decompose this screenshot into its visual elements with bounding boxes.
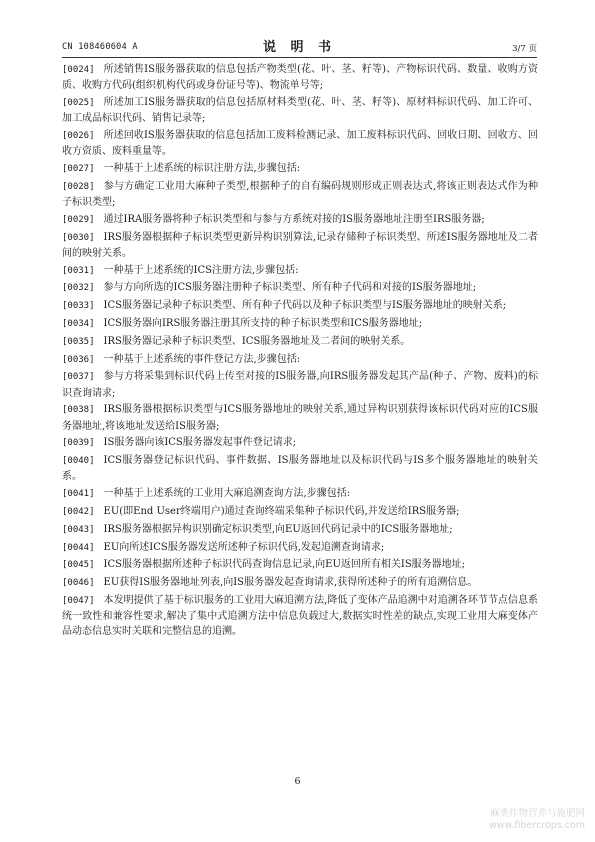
paragraph-text: EU获得IS服务器地址列表,向IS服务器发起查询请求,获得所述种子的所有追溯信息。 [103, 577, 478, 589]
paragraph [62, 435, 538, 451]
paragraph-number: [0045] [62, 560, 95, 571]
paragraph-text: IS服务器向该ICS服务器发起事件登记请求; [103, 437, 297, 449]
patent-number: CN 108460604 A [62, 42, 138, 52]
paragraph-text: 通过IRA服务器将种子标识类型和与参与方系统对接的IS服务器地址注册至IRS服务器; [103, 213, 485, 225]
paragraph [62, 212, 538, 228]
paragraph-text: 一种基于上述系统的事件登记方法,步骤包括: [103, 353, 301, 365]
paragraph-text: ICS服务器根据所述种子标识代码查询信息记录,向EU返回所有相关IS服务器地址; [103, 559, 466, 571]
paragraph-number: [0033] [62, 301, 95, 312]
paragraph-text: 所述销售IS服务器获取的信息包括产物类型(花、叶、茎、籽等)、产物标识代码、数量、收购方资质、收购方代码(组织机构代码或身份证号等)、物流单号等; [62, 64, 538, 92]
paragraph-number: [0024] [62, 65, 95, 75]
paragraph [62, 504, 538, 520]
paragraph-number: [0035] [62, 336, 95, 347]
paragraph [62, 593, 538, 640]
paragraph-text: IRS服务器根据标识类型与ICS服务器地址的映射关系,通过异构识别获得该标识代码对应的ICS服务器地址,将该地址发送给IS服务器; [62, 404, 538, 432]
paragraph-number: [0028] [62, 181, 95, 192]
page-indicator: 3/7 页 [512, 44, 537, 54]
paragraph [62, 402, 538, 433]
paragraph-number: [0046] [62, 578, 95, 589]
paragraph-text: 所述回收IS服务器获取的信息包括加工废料检测记录、加工废料标识代码、回收日期、回收方、回收方资质、废料重量等。 [62, 130, 538, 158]
paragraph [62, 540, 538, 556]
paragraph [62, 161, 538, 177]
paragraph-number: [0031] [62, 265, 95, 276]
paragraph [62, 575, 538, 591]
paragraph [62, 557, 538, 573]
paragraph [62, 316, 538, 332]
paragraph-number: [0038] [62, 405, 95, 416]
paragraph [62, 352, 538, 368]
paragraph-number: [0036] [62, 354, 95, 365]
document-title: 说 明 书 [262, 40, 337, 55]
paragraph [62, 453, 538, 484]
paragraph-text: 一种基于上述系统的标识注册方法,步骤包括: [103, 163, 301, 174]
paragraph-number: [0029] [62, 214, 95, 225]
paragraph [62, 522, 538, 538]
paragraph [62, 128, 538, 159]
page-number: 6 [294, 776, 301, 787]
paragraph-text: EU向所述ICS服务器发送所述种子标识代码,发起追溯查询请求; [103, 541, 385, 553]
paragraph-text: 参与方将采集到标识代码上传至对接的IS服务器,向IRS服务器发起其产品(种子、产物、废料)的标识查询请求; [62, 371, 538, 399]
paragraph-number: [0047] [62, 595, 95, 606]
paragraph-number: [0041] [62, 489, 95, 500]
paragraph-text: 参与方向所选的ICS服务器注册种子标识类型、所有种子代码和对接的IS服务器地址; [103, 282, 477, 294]
paragraph-text: 本发明提供了基于标识服务的工业用大麻追溯方法,降低了变体产品追溯中对追溯各环节节点信息系统一致性和兼容性要求,解决了集中式追溯方法中信息负载过大,数据实时性差的缺点,实现工业用大麻变体产品动态信息实时关联和完整信息的追溯。 [62, 594, 538, 638]
paragraph [62, 263, 538, 279]
paragraph-text: ICS服务器登记标识代码、事件数据、IS服务器地址以及标识代码与IS多个服务器地址的映射关系。 [62, 455, 538, 483]
paragraph-text: ICS服务器向IRS服务器注册其所支持的种子标识类型和ICS服务器地址; [103, 317, 423, 329]
paragraph [62, 230, 538, 261]
paragraph-number: [0044] [62, 542, 95, 553]
paragraph-number: [0040] [62, 456, 95, 467]
paragraph-number: [0034] [62, 318, 95, 329]
paragraph [62, 95, 538, 126]
paragraph [62, 486, 538, 502]
header-divider [62, 57, 537, 58]
paragraph [62, 280, 538, 296]
paragraph-number: [0025] [62, 98, 95, 108]
paragraph-text: 参与方确定工业用大麻种子类型,根据种子的自有编码规则形成正则表达式,将该正则表达式作为种子标识类型; [62, 180, 538, 208]
watermark-site-name: 麻类作物营养与施肥网 [489, 808, 585, 819]
watermark [489, 808, 585, 832]
paragraph-text: IRS服务器根据异构识别确定标识类型,向EU返回代码记录中的ICS服务器地址; [103, 523, 453, 535]
paragraph-text: 一种基于上述系统的ICS注册方法,步骤包括: [103, 264, 299, 276]
paragraph-text: IRS服务器根据种子标识类型更新异构识别算法,记录存储种子标识类型、所述IS服务器地址及二者间的映射关系。 [62, 231, 538, 259]
watermark-url: www.fibercrops.com [488, 820, 585, 831]
paragraph-text: ICS服务器记录种子标识类型、所有种子代码以及种子标识类型与IS服务器地址的映射关系; [103, 300, 507, 312]
paragraph-number: [0043] [62, 524, 95, 535]
paragraph-text: EU(即End User终端用户)通过查询终端采集种子标识代码,并发送给IRS服务器; [103, 505, 460, 517]
paragraph [62, 334, 538, 350]
paragraph-number: [0027] [62, 164, 95, 174]
paragraph-number: [0039] [62, 438, 95, 449]
paragraph-text: IRS服务器记录种子标识类型、ICS服务器地址及二者间的映射关系。 [103, 335, 411, 347]
paragraph-number: [0032] [62, 283, 95, 294]
paragraph [62, 298, 538, 314]
paragraph [62, 369, 538, 400]
paragraph-number: [0037] [62, 372, 95, 383]
paragraph-number: [0026] [62, 131, 95, 141]
paragraph [62, 62, 538, 93]
paragraph-text: 所述加工IS服务器获取的信息包括原材料类型(花、叶、茎、籽等)、原材料标识代码、加工许可、加工成品标识代码、销售记录等; [62, 97, 538, 125]
description-body [62, 62, 538, 641]
paragraph [62, 179, 538, 210]
paragraph-number: [0042] [62, 506, 95, 517]
page-header [62, 36, 537, 56]
paragraph-number: [0030] [62, 232, 95, 243]
paragraph-text: 一种基于上述系统的工业用大麻追溯查询方法,步骤包括: [103, 488, 351, 500]
